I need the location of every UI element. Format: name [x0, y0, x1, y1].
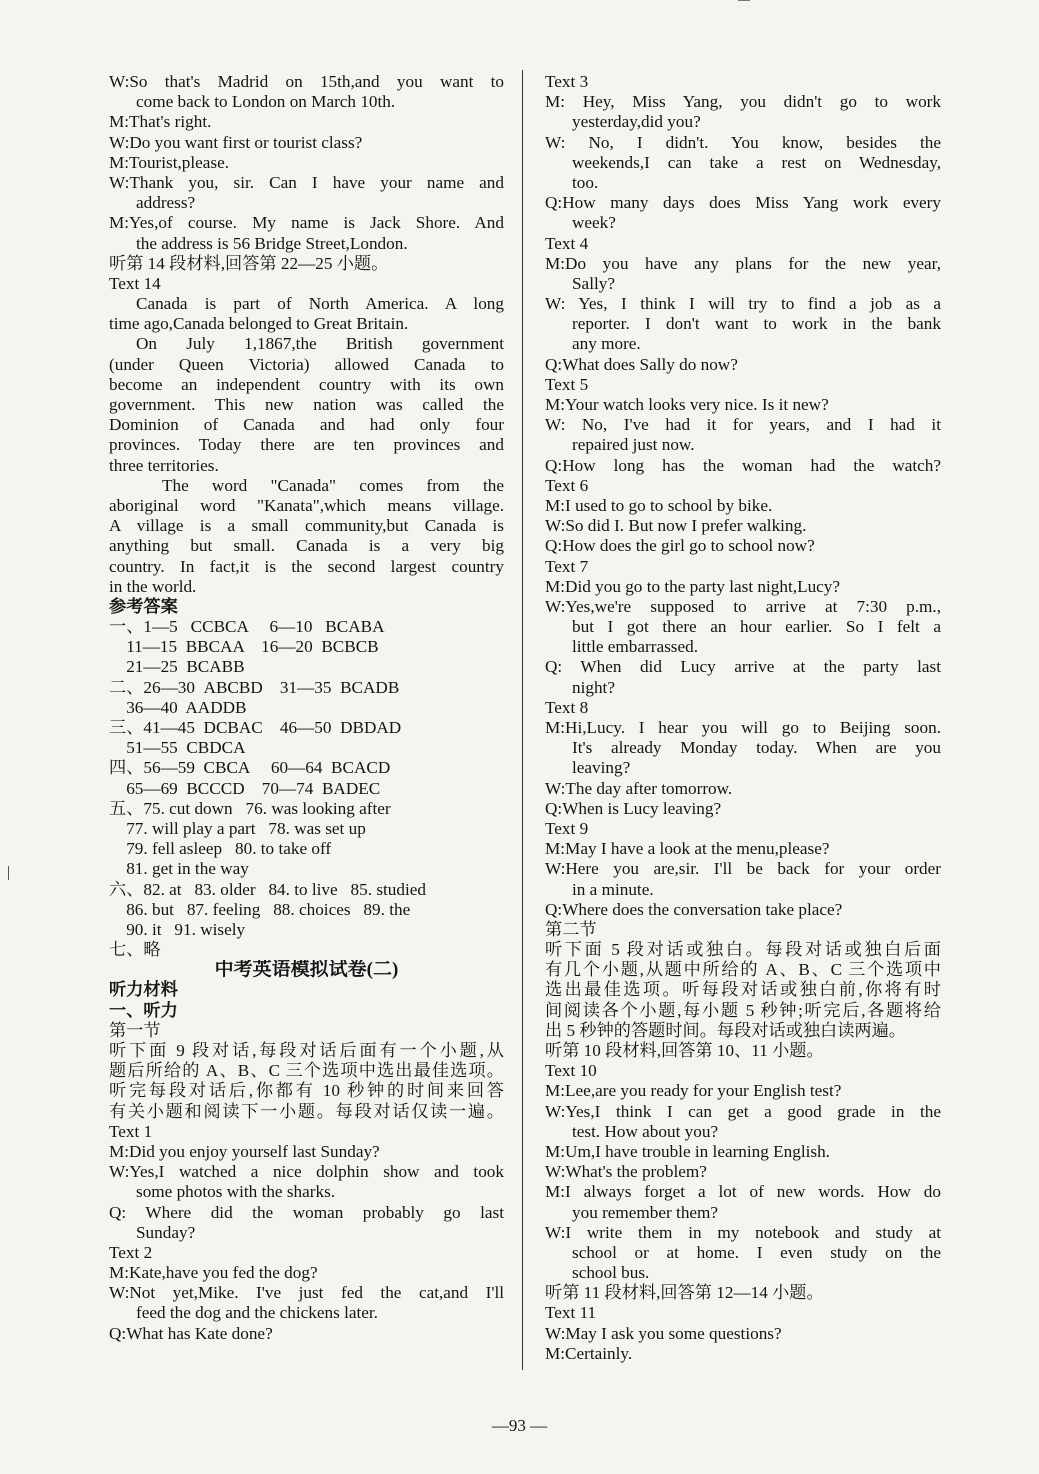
- left-text-line: 90. it 91. wisely: [109, 919, 246, 939]
- right-text-line: M:Hi,Lucy. I hear you will go to Beijing soon.: [545, 718, 941, 737]
- top-mark: [738, 0, 750, 1]
- right-text-line: It's already Monday today. When are you: [572, 738, 941, 758]
- left-text-line: 参考答案: [109, 596, 178, 616]
- left-text-line: (under Queen Victoria) allowed Canada to: [109, 354, 504, 374]
- left-text-line: 二、26—30 ABCBD 31—35 BCADB: [109, 677, 400, 697]
- left-text-line: 51—55 CBDCA: [109, 738, 246, 758]
- left-text-line: 题后所给的 A、B、C 三个选项中选出最佳选项。: [109, 1061, 504, 1081]
- left-text-line: Q: Where did the woman probably go last: [109, 1202, 504, 1222]
- page-number: —93 —: [491, 1416, 548, 1435]
- left-text-line: 听完每段对话后,你都有 10 秒钟的时间来回答: [109, 1081, 504, 1101]
- right-text-line: M:Your watch looks very nice. Is it new?: [545, 395, 829, 414]
- left-text-line: 86. but 87. feeling 88. choices 89. the: [109, 899, 411, 919]
- right-text-line: W:The day after tomorrow.: [545, 778, 733, 798]
- left-text-line: M:Yes,of course. My name is Jack Shore. And: [109, 213, 504, 233]
- left-column: [109, 72, 504, 1344]
- right-text-line: M:Um,I have trouble in learning English.: [545, 1141, 830, 1161]
- left-text-line: 六、82. at 83. older 84. to live 85. studied: [109, 879, 426, 899]
- left-text-line: country. In fact,it is the second largest country: [109, 556, 504, 576]
- left-text-line: address?: [136, 193, 196, 213]
- right-text-line: W:What's the problem?: [545, 1162, 707, 1182]
- right-text-line: Text 11: [545, 1303, 597, 1323]
- right-text-line: M:Did you go to the party last night,Lucy?: [545, 576, 841, 596]
- right-column: [545, 72, 941, 1364]
- right-text-line: Q:How long has the woman had the watch?: [545, 455, 941, 475]
- right-text-line: M:I always forget a lot of new words. How do: [545, 1182, 941, 1202]
- right-text-line: Q:Where does the conversation take place?: [545, 899, 843, 919]
- left-text-line: three territories.: [109, 455, 219, 475]
- left-text-line: W:So that's Madrid on 15th,and you want to: [109, 72, 504, 91]
- right-text-line: W: No, I've had it for years, and I had it: [545, 415, 941, 435]
- left-text-line: Dominion of Canada and had only four: [109, 415, 504, 435]
- left-text-line: M:Kate,have you fed the dog?: [109, 1263, 318, 1283]
- right-text-line: reporter. I don't want to work in the bank: [572, 314, 941, 334]
- right-text-line: Text 10: [545, 1061, 597, 1081]
- left-text-line: The word "Canada" comes from the: [162, 475, 504, 495]
- left-text-line: 79. fell asleep 80. to take off: [109, 839, 332, 859]
- left-text-line: become an independent country with its own: [109, 374, 504, 394]
- right-text-line: night?: [572, 677, 615, 697]
- left-text-line: Canada is part of North America. A long: [136, 294, 504, 314]
- right-text-line: W: No, I didn't. You know, besides the: [545, 132, 941, 152]
- left-text-line: M:That's right.: [109, 112, 212, 132]
- left-text-line: Text 2: [109, 1242, 153, 1262]
- left-text-line: 听力材料: [109, 980, 178, 1000]
- right-text-line: 间阅读各个小题,每小题 5 秒钟;听完后,各题将给: [545, 1000, 941, 1020]
- right-text-line: W: Yes, I think I will try to find a job as a: [545, 294, 941, 314]
- right-text-line: little embarrassed.: [572, 637, 698, 657]
- right-text-line: Q:What does Sally do now?: [545, 354, 738, 374]
- left-text-line: Sunday?: [136, 1222, 196, 1242]
- left-text-line: W:Thank you, sir. Can I have your name and: [109, 172, 504, 192]
- right-text-line: M:Do you have any plans for the new year,: [545, 253, 941, 273]
- left-text-line: 一、听力: [109, 1000, 178, 1020]
- left-text-line: 听第 14 段材料,回答第 22—25 小题。: [109, 253, 389, 273]
- right-text-line: Text 4: [545, 233, 589, 253]
- left-text-line: 36—40 AADDB: [109, 697, 247, 717]
- left-text-line: 三、41—45 DCBAC 46—50 DBDAD: [109, 718, 402, 737]
- right-text-line: Q: When did Lucy arrive at the party last: [545, 657, 941, 677]
- left-text-line: anything but small. Canada is a very big: [109, 536, 504, 556]
- left-text-line: 65—69 BCCCD 70—74 BADEC: [109, 778, 381, 798]
- right-text-line: too.: [572, 172, 599, 192]
- left-text-line: 中考英语模拟试卷(二): [214, 960, 399, 981]
- left-text-line: 21—25 BCABB: [109, 657, 245, 677]
- left-text-line: On July 1,1867,the British government: [136, 334, 504, 354]
- right-text-line: you remember them?: [572, 1202, 719, 1222]
- right-text-line: 听第 10 段材料,回答第 10、11 小题。: [545, 1041, 824, 1060]
- right-text-line: weekends,I can take a rest on Wednesday,: [572, 152, 941, 172]
- left-text-line: M:Tourist,please.: [109, 152, 230, 172]
- left-text-line: Q:What has Kate done?: [109, 1323, 273, 1343]
- left-text-line: W:Yes,I watched a nice dolphin show and took: [109, 1162, 504, 1182]
- right-text-line: M:May I have a look at the menu,please?: [545, 839, 830, 859]
- right-text-line: W:So did I. But now I prefer walking.: [545, 516, 807, 536]
- left-text-line: the address is 56 Bridge Street,London.: [136, 233, 408, 253]
- right-text-line: Q:How does the girl go to school now?: [545, 536, 815, 556]
- right-text-line: school or at home. I even study on the: [572, 1242, 941, 1262]
- left-text-line: 四、56—59 CBCA 60—64 BCACD: [109, 758, 391, 778]
- left-text-line: some photos with the sharks.: [136, 1182, 336, 1202]
- right-text-line: any more.: [572, 334, 641, 354]
- right-text-line: Text 9: [545, 818, 589, 838]
- left-text-line: come back to London on March 10th.: [136, 92, 396, 112]
- right-text-line: W:Yes,we're supposed to arrive at 7:30 p.m.,: [545, 596, 941, 616]
- left-text-line: time ago,Canada belonged to Great Britain.: [109, 314, 409, 334]
- right-text-line: W:May I ask you some questions?: [545, 1323, 782, 1343]
- right-text-line: 出 5 秒钟的答题时间。每段对话或独白读两遍。: [545, 1020, 906, 1040]
- left-text-line: 81. get in the way: [109, 859, 249, 879]
- right-text-line: Sally?: [572, 273, 615, 293]
- left-text-line: 五、75. cut down 76. was looking after: [109, 798, 391, 818]
- right-text-line: Text 6: [545, 475, 589, 495]
- left-text-line: feed the dog and the chickens later.: [136, 1303, 378, 1323]
- left-text-line: 一、1—5 CCBCA 6—10 BCABA: [109, 617, 385, 637]
- left-text-line: 七、略: [109, 940, 161, 960]
- right-text-line: W:I write them in my notebook and study at: [545, 1222, 941, 1242]
- left-text-line: government. This new nation was called the: [109, 395, 504, 414]
- right-text-line: M: Hey, Miss Yang, you didn't go to work: [545, 92, 941, 112]
- left-text-line: 77. will play a part 78. was set up: [109, 818, 366, 838]
- right-text-line: 听第 11 段材料,回答第 12—14 小题。: [545, 1283, 824, 1303]
- left-text-line: 有关小题和阅读下一小题。每段对话仅读一遍。: [109, 1101, 504, 1121]
- left-text-line: in the world.: [109, 576, 197, 596]
- right-text-line: 第二节: [545, 919, 597, 939]
- right-text-line: repaired just now.: [572, 435, 695, 455]
- left-text-line: 听下面 9 段对话,每段对话后面有一个小题,从: [109, 1041, 504, 1060]
- left-text-line: Text 1: [109, 1121, 153, 1141]
- left-text-line: A village is a small community,but Canada is: [109, 516, 504, 536]
- right-text-line: week?: [572, 213, 616, 233]
- left-text-line: provinces. Today there are ten provinces and: [109, 435, 504, 455]
- left-text-line: 11—15 BBCAA 16—20 BCBCB: [109, 637, 379, 657]
- right-text-line: but I got there an hour earlier. So I felt a: [572, 617, 941, 637]
- right-text-line: 选出最佳选项。听每段对话或独白前,你将有时: [545, 980, 941, 1000]
- left-text-line: W:Do you want first or tourist class?: [109, 132, 363, 152]
- right-text-line: W:Yes,I think I can get a good grade in the: [545, 1101, 941, 1121]
- right-text-line: M:Certainly.: [545, 1343, 633, 1363]
- right-text-line: yesterday,did you?: [572, 112, 701, 132]
- right-text-line: in a minute.: [572, 879, 654, 899]
- right-text-line: Q:When is Lucy leaving?: [545, 798, 722, 818]
- right-text-line: Text 7: [545, 556, 589, 576]
- right-text-line: leaving?: [572, 758, 631, 778]
- left-text-line: M:Did you enjoy yourself last Sunday?: [109, 1141, 380, 1161]
- right-text-line: M:Lee,are you ready for your English test?: [545, 1081, 842, 1101]
- left-text-line: Text 14: [109, 273, 161, 293]
- right-text-line: M:I used to go to school by bike.: [545, 495, 773, 515]
- right-text-line: W:Here you are,sir. I'll be back for your order: [545, 859, 941, 879]
- right-text-line: Text 5: [545, 374, 589, 394]
- right-text-line: Q:How many days does Miss Yang work every: [545, 193, 941, 213]
- left-text-line: aboriginal word "Kanata",which means village.: [109, 495, 504, 515]
- margin-mark: [8, 866, 9, 880]
- right-text-line: Text 3: [545, 72, 589, 91]
- right-text-line: 有几个小题,从题中所给的 A、B、C 三个选项中: [545, 960, 941, 980]
- right-text-line: school bus.: [572, 1263, 650, 1283]
- right-text-line: Text 8: [545, 697, 589, 717]
- column-divider: [522, 70, 523, 1370]
- right-text-line: test. How about you?: [572, 1121, 719, 1141]
- right-text-line: 听下面 5 段对话或独白。每段对话或独白后面: [545, 940, 941, 960]
- left-text-line: W:Not yet,Mike. I've just fed the cat,and I'll: [109, 1283, 504, 1303]
- left-text-line: 第一节: [109, 1020, 161, 1040]
